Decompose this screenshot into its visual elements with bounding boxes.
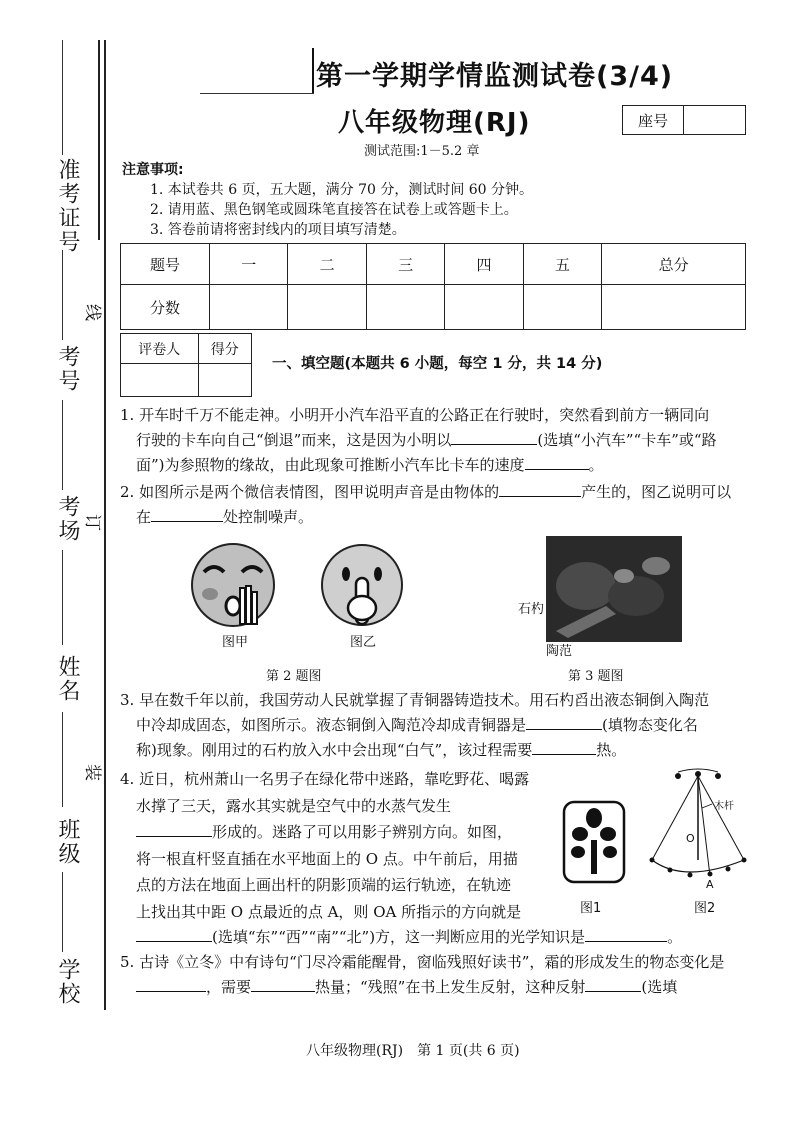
q3-text: (填物态变化名 xyxy=(602,716,698,734)
section-heading: 一、填空题(本题共 6 小题，每空 1 分，共 14 分) xyxy=(272,356,603,372)
bronze-casting-photo xyxy=(546,536,682,642)
q2-text: 处控制噪声。 xyxy=(223,508,314,526)
notes-item: 3. 答卷前请将密封线内的项目填写清楚。 xyxy=(150,222,406,238)
figure-2-label: 图2 xyxy=(694,901,716,916)
question-4 xyxy=(120,766,550,925)
question-2 xyxy=(120,480,750,530)
emoji-yi-image xyxy=(320,542,404,628)
figure-jia-label: 图甲 xyxy=(222,635,249,650)
score-cell[interactable] xyxy=(445,285,523,330)
q4-text: 水撑了三天，露水其实就是空气中的水蒸气发生 xyxy=(136,796,452,815)
figure-1-label: 图1 xyxy=(580,901,602,916)
candidate-id-label: 考号 xyxy=(55,345,80,393)
q3-text: 中冷却成固态，如图所示。液态铜倒入陶范冷却成青铜器是 xyxy=(136,716,527,734)
answer-blank[interactable] xyxy=(136,975,206,992)
score-header: 二 xyxy=(288,244,366,285)
q2-text: 产生的，图乙说明可以 xyxy=(581,483,732,501)
tree-icon xyxy=(562,800,626,884)
answer-blank[interactable] xyxy=(526,713,602,730)
score-header: 题号 xyxy=(121,244,210,285)
pole-label: 木杆 xyxy=(714,801,734,812)
class-line xyxy=(62,872,63,952)
page-footer: 八年级物理(RJ) 第 1 页(共 6 页) xyxy=(306,1043,520,1059)
score-table xyxy=(120,243,746,330)
question-1 xyxy=(120,403,750,478)
q5-text: 热量；“残照”在书上发生反射，这种反射 xyxy=(315,978,586,996)
grader-label: 评卷人 xyxy=(121,334,199,364)
binding-mark-staple: 订 xyxy=(82,514,102,531)
q3-text: 3. 早在数千年以前，我国劳动人民就掌握了青铜器铸造技术。用石杓舀出液态铜倒入陶范 xyxy=(120,691,710,709)
score-header: 三 xyxy=(366,244,444,285)
answer-blank[interactable] xyxy=(585,925,667,942)
q4-text: 点的方法在地面上画出杆的阴影顶端的运行轨迹，在轨迹 xyxy=(136,876,512,894)
score-header: 一 xyxy=(210,244,288,285)
question-4-tail xyxy=(120,925,750,950)
notes-heading: 注意事项: xyxy=(122,162,184,178)
notes-item: 2. 请用蓝、黑色钢笔或圆珠笔直接答在试卷上或答题卡上。 xyxy=(150,202,518,218)
emoji-jia-image xyxy=(190,542,276,628)
score-header: 四 xyxy=(445,244,523,285)
seat-box xyxy=(622,105,746,135)
score-cell[interactable] xyxy=(366,285,444,330)
notes-item: 1. 本试卷共 6 页，五大题，满分 70 分，测试时间 60 分钟。 xyxy=(150,182,534,198)
point-o-label: O xyxy=(686,832,695,845)
q4-text: 将一根直杆竖直插在水平地面上的 O 点。中午前后，用描 xyxy=(136,849,518,868)
binding-mark-line: 线 xyxy=(82,304,102,321)
name-label: 姓名 xyxy=(55,655,80,703)
answer-blank[interactable] xyxy=(499,480,581,497)
exam-number-line xyxy=(62,40,63,155)
binding-line-thick xyxy=(98,40,100,240)
q4-text: 上找出其中距 O 点最近的点 A，则 OA 所指示的方向就是 xyxy=(136,902,522,921)
q4-text: 形成的。迷路了可以用影子辨别方向。如图， xyxy=(212,823,513,841)
answer-blank[interactable] xyxy=(525,453,589,470)
taofan-label: 陶范 xyxy=(546,644,573,659)
point-a-label: A xyxy=(706,878,714,891)
shiyue-label: 石杓 xyxy=(518,602,545,617)
score-header-row xyxy=(121,244,746,285)
name-line xyxy=(62,712,63,807)
page-title: 第一学期学情监测试卷(3/4) xyxy=(316,61,674,92)
answer-blank[interactable] xyxy=(251,975,315,992)
grader-table xyxy=(120,333,252,397)
exam-number-line-2 xyxy=(62,250,63,340)
score-label: 得分 xyxy=(198,334,251,364)
question-5 xyxy=(120,950,750,1000)
q5-text: 5. 古诗《立冬》中有诗句“门尽冷霜能醒骨，窗临残照好读书”，霜的形成发生的物态变化是 xyxy=(120,953,725,971)
q1-text: (选填“小汽车”“卡车”或“路 xyxy=(537,431,717,449)
score-header: 五 xyxy=(523,244,601,285)
figure-2-caption: 第 2 题图 xyxy=(266,669,322,684)
q1-text: 。 xyxy=(588,456,604,474)
candidate-id-line xyxy=(62,400,63,490)
class-label: 班级 xyxy=(55,818,80,866)
q5-text: (选填 xyxy=(641,978,678,996)
score-header: 总分 xyxy=(602,244,746,285)
answer-blank[interactable] xyxy=(532,738,596,755)
question-3 xyxy=(120,688,750,763)
grader-cell[interactable] xyxy=(121,364,199,397)
answer-blank[interactable] xyxy=(151,505,223,522)
exam-room-line xyxy=(62,550,63,645)
grader-score-cell[interactable] xyxy=(198,364,251,397)
score-row xyxy=(121,285,746,330)
seat-field[interactable] xyxy=(684,106,745,134)
q1-text: 1. 开车时千万不能走神。小明开小汽车沿平直的公路正在行驶时，突然看到前方一辆同向 xyxy=(120,406,710,424)
school-label: 学校 xyxy=(55,958,80,1006)
q3-text: 热。 xyxy=(596,741,627,759)
answer-blank[interactable] xyxy=(585,975,641,992)
score-cell[interactable] xyxy=(523,285,601,330)
title-bar xyxy=(312,48,314,94)
binding-mark-bind: 装 xyxy=(82,764,102,781)
q3-text: 称)现象。刚用过的石杓放入水中会出现“白气”，该过程需要 xyxy=(136,741,533,759)
score-cell[interactable] xyxy=(602,285,746,330)
title-underline xyxy=(200,93,314,94)
q2-text: 在 xyxy=(136,508,152,526)
seat-label: 座号 xyxy=(623,106,684,134)
test-range: 测试范围:1－5.2 章 xyxy=(364,144,480,159)
notes xyxy=(122,160,533,240)
subject-title: 八年级物理(RJ) xyxy=(338,108,531,138)
score-cell[interactable] xyxy=(210,285,288,330)
q2-text: 2. 如图所示是两个微信表情图，图甲说明声音是由物体的 xyxy=(120,483,500,501)
q4-text: 。 xyxy=(667,928,683,946)
answer-blank[interactable] xyxy=(451,428,537,445)
q4-text: 4. 近日，杭州萧山一名男子在绿化带中迷路，靠吃野花、喝露 xyxy=(120,770,530,788)
figure-3-caption: 第 3 题图 xyxy=(568,669,624,684)
shadow-trajectory-diagram xyxy=(644,768,752,884)
q1-text: 行驶的卡车向自己“倒退”而来，这是因为小明以 xyxy=(136,431,452,449)
score-row-label: 分数 xyxy=(121,285,210,330)
score-cell[interactable] xyxy=(288,285,366,330)
answer-blank[interactable] xyxy=(136,820,212,837)
exam-room-label: 考场 xyxy=(55,495,80,543)
exam-number-label: 准考证号 xyxy=(55,158,80,254)
q4-text: (选填“东”“西”“南”“北”)方，这一判断应用的光学知识是 xyxy=(212,928,586,946)
q5-text: ，需要 xyxy=(206,978,252,996)
q1-text: 面”)为参照物的缘故，由此现象可推断小汽车比卡车的速度 xyxy=(136,456,525,474)
figure-yi-label: 图乙 xyxy=(350,635,377,650)
answer-blank[interactable] xyxy=(136,925,212,942)
